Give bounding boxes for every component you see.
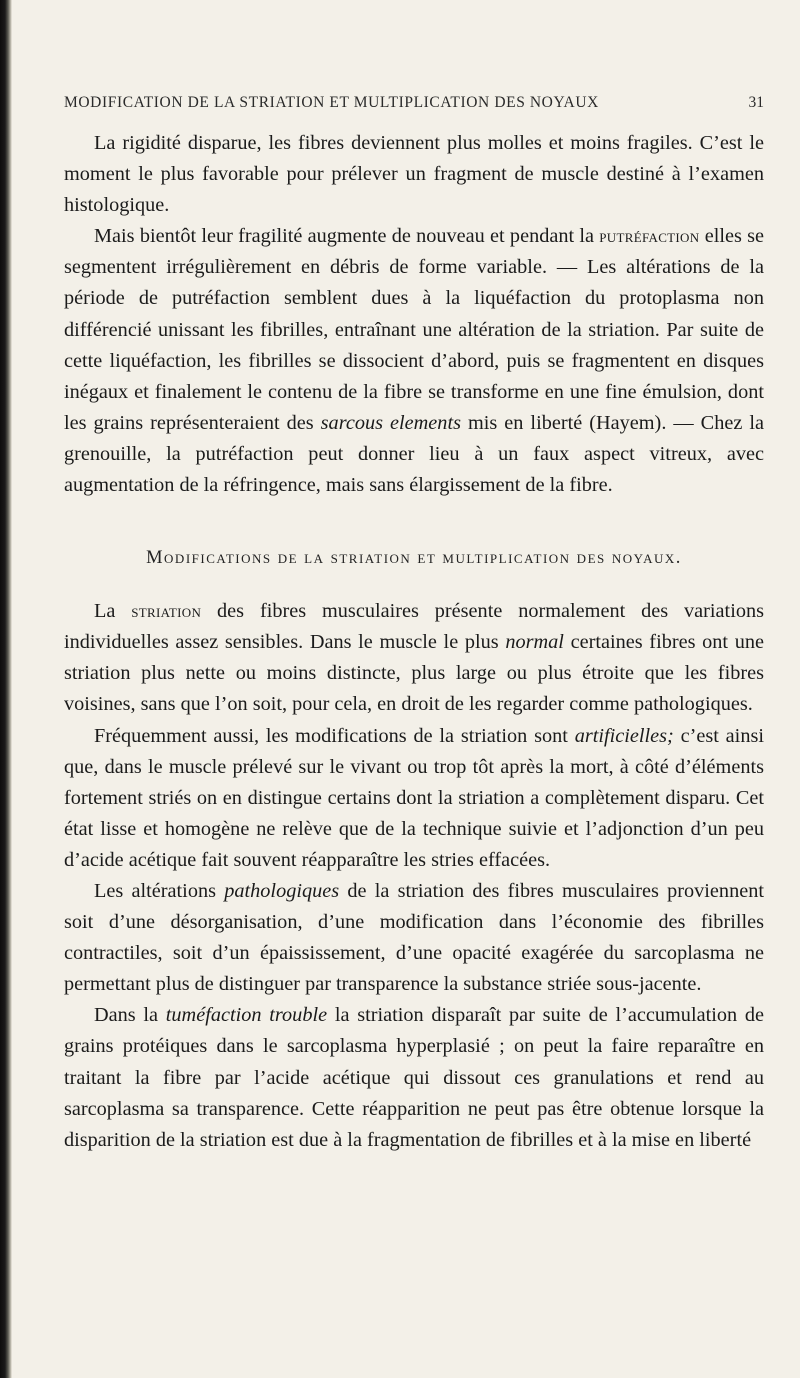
text-span: c’est ainsi que, dans le muscle prélevé sur le vivant ou trop tôt après la mort, à côté d’éléments fortement striés on en distingue certains dont la striation a complètement disparu. Cet état lisse et homogène ne relève que de la technique suivie et l’adjonction d’un peu d’acide acétique fait souvent réapparaître les stries effacées.	[64, 724, 764, 871]
running-head	[64, 94, 764, 112]
paragraph-3	[64, 596, 764, 720]
text-span: Fréquemment aussi, les modifications de la striation sont	[94, 724, 575, 747]
book-page	[64, 94, 764, 1156]
paragraph-6	[64, 1000, 764, 1155]
paragraph-1: La rigidité disparue, les fibres deviennent plus molles et moins fragiles. C’est le moment le plus favorable pour prélever un fragment de muscle destiné à l’examen histologique.	[64, 132, 764, 217]
italic-term: sarcous elements	[320, 411, 461, 434]
text-span: mis en liberté (Hayem). — Chez la grenouille, la putréfaction peut donner lieu à un faux aspect vitreux, avec augmentation de la réfringence, mais sans élargissement de la fibre.	[64, 411, 764, 497]
book-binding-edge	[0, 0, 12, 1378]
text-span: Dans la	[94, 1004, 166, 1027]
small-caps-term: putréfaction	[599, 226, 700, 247]
italic-term: normal	[505, 631, 564, 654]
text-span: certaines fibres ont une striation plus nette ou moins distincte, plus large ou plus étroite que les fibres voisines, sans que l’on soit, pour cela, en droit de les regarder comme pathologiques.	[64, 631, 764, 716]
italic-term: tuméfaction trouble	[165, 1004, 328, 1027]
section-heading: Modifications de la striation et multiplication des noyaux.	[146, 548, 682, 569]
text-span: de la striation des fibres musculaires proviennent soit d’une désorganisation, d’une modification dans l’économie des fibrilles contractiles, soit d’un épaississement, d’une opacité exagérée du sarcoplasma ne permettant plus de distinguer par transparence la substance striée sous-jacente.	[64, 879, 764, 996]
small-caps-term: striation	[131, 601, 202, 622]
paragraph-4	[64, 721, 764, 876]
page-number: 31	[748, 94, 764, 111]
italic-term: pathologiques	[224, 879, 340, 902]
text-span: Mais bientôt leur fragilité augmente de nouveau et pendant la	[94, 225, 600, 248]
text-span: La	[94, 600, 132, 623]
text-span: des fibres musculaires présente normalement des variations individuelles assez sensibles. Dans le muscle le plus	[64, 600, 764, 654]
running-head-title: MODIFICATION DE LA STRIATION ET MULTIPLICATION DES NOYAUX	[64, 94, 599, 111]
paragraph-2	[64, 221, 764, 501]
text-span: la striation disparaît par suite de l’accumulation de grains protéiques dans le sarcoplasma hyperplasié ; on peut la faire reparaître en traitant la fibre par l’acide acétique qui dissout ces granulations et rend au sarcoplasma sa transparence. Cette réapparition ne peut pas être obtenue lorsque la disparition de la striation est due à la fragmentation de fibrilles et à la mise en liberté	[64, 1004, 764, 1151]
text-span: Les altérations	[94, 879, 225, 902]
text-span: elles se segmentent irrégulièrement en débris de forme variable. — Les altérations de la période de putréfaction semblent dues à la liquéfaction du protoplasma non différencié unissant les fibrilles, entraînant une altération de la striation. Par suite de cette liquéfaction, les fibrilles se dissocient d’abord, puis se fragmentent en disques inégaux et finalement le contenu de la fibre se transforme en une fine émulsion, dont les grains représenteraient des	[64, 225, 764, 434]
paragraph-5	[64, 876, 764, 1000]
italic-term: artificielles;	[574, 724, 674, 747]
